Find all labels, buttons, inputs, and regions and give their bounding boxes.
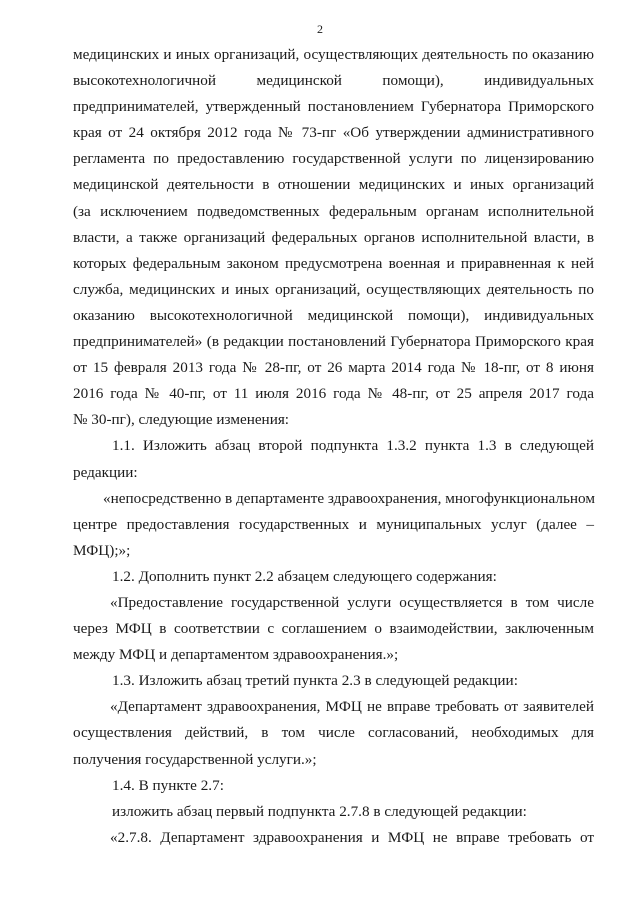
text-line: предпринимателей, утвержденный постановлением Губернатора Приморского [73, 98, 594, 116]
text-line: которых федеральным законом предусмотрена военная и приравненная к ней [73, 254, 594, 272]
text-line: через МФЦ в соответствии с соглашением о взаимодействии, заключенным [73, 620, 594, 638]
quote-1-2-start: «Предоставление государственной услуги осуществляется в том числе [110, 593, 594, 611]
text-line: изложить абзац первый подпункта 2.7.8 в следующей редакции: [112, 802, 527, 820]
text-line: получения государственной услуги.»; [73, 750, 317, 768]
text-line: осуществления действий, в том числе согласований, необходимых для [73, 724, 594, 742]
text-line: центре предоставления государственных и муниципальных услуг (далее – [73, 515, 594, 533]
text-line: медицинских и иных организаций, осуществляющих деятельность по оказанию [73, 46, 594, 63]
text-line: 2016 года № 40-пг, от 11 июля 2016 года № 48-пг, от 25 апреля 2017 года [73, 385, 594, 403]
text-line: власти, а также организаций федеральных органов исполнительной власти, в [73, 228, 594, 246]
page-number: 2 [317, 22, 323, 36]
document-body [73, 42, 594, 851]
text-line: края от 24 октября 2012 года № 73-пг «Об утверждении административного [73, 124, 594, 142]
paragraph-1-3: 1.3. Изложить абзац третий пункта 2.3 в следующей редакции: [112, 672, 518, 690]
text-line: редакции: [73, 463, 138, 481]
text-line: между МФЦ и департаментом здравоохранения.»; [73, 646, 399, 664]
paragraph-1-2: 1.2. Дополнить пункт 2.2 абзацем следующего содержания: [112, 567, 497, 585]
text-line: от 15 февраля 2013 года № 28-пг, от 26 марта 2014 года № 18-пг, от 8 июня [73, 359, 594, 377]
text-line: МФЦ);»; [73, 541, 131, 559]
text-line: регламента по предоставлению государственной услуги по лицензированию [73, 150, 594, 168]
paragraph-1-4: 1.4. В пункте 2.7: [112, 776, 224, 794]
quote-1-1-start: «непосредственно в департаменте здравоохранения, многофункциональном [103, 489, 595, 507]
quote-2-7-8-start: «2.7.8. Департамент здравоохранения и МФЦ не вправе требовать от [110, 828, 594, 846]
text-line: служба, медицинских и иных организаций, осуществляющих деятельность по [73, 280, 594, 298]
text-line: № 30-пг), следующие изменения: [73, 411, 290, 429]
text-line: (за исключением подведомственных федеральным органам исполнительной [73, 202, 594, 220]
text-line: медицинской деятельности в отношении медицинских и иных организаций [73, 176, 594, 194]
text-line: предпринимателей» (в редакции постановлений Губернатора Приморского края [73, 333, 594, 351]
text-line: высокотехнологичной медицинской помощи), индивидуальных [73, 72, 594, 90]
quote-1-3-start: «Департамент здравоохранения, МФЦ не вправе требовать от заявителей [110, 698, 594, 716]
paragraph-1-1-start: 1.1. Изложить абзац второй подпункта 1.3.2 пункта 1.3 в следующей [112, 437, 594, 455]
text-line: оказанию высокотехнологичной медицинской помощи), индивидуальных [73, 306, 594, 324]
